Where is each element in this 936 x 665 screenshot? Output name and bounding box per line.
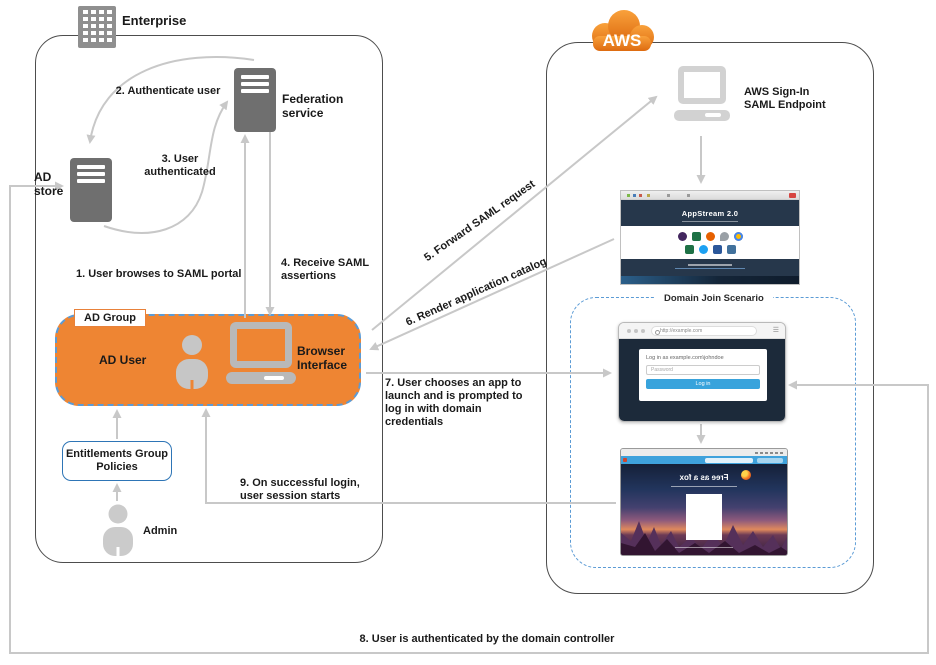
aws-cloud-logo bbox=[584, 6, 660, 58]
aws-title: AWS bbox=[602, 31, 642, 50]
step8-label: 8. User is authenticated by the domain controller bbox=[359, 633, 615, 645]
app-icon bbox=[727, 245, 736, 254]
ad-user-label: AD User bbox=[99, 353, 147, 367]
firefox-logo-icon bbox=[741, 470, 751, 480]
login-page bbox=[619, 339, 785, 422]
entitlements-box: Entitlements Group Policies bbox=[62, 441, 172, 481]
firefox-subline bbox=[671, 486, 737, 487]
arrow-step5 bbox=[372, 97, 656, 330]
footer-line bbox=[675, 547, 733, 548]
app-icon bbox=[699, 245, 708, 254]
step9-label: 9. On successful login, user session starts bbox=[240, 477, 360, 502]
browser-interface-laptop-icon bbox=[222, 322, 300, 390]
app-row-1 bbox=[678, 232, 743, 241]
ad-store-server-icon bbox=[70, 158, 112, 222]
app-icon bbox=[706, 232, 715, 241]
appstream-catalog-window bbox=[620, 190, 800, 285]
step4-label: 4. Receive SAML assertions bbox=[281, 257, 369, 282]
app-icon bbox=[678, 232, 687, 241]
firefox-headline-mirrored: Free as a fox bbox=[679, 473, 729, 482]
close-icon bbox=[623, 458, 627, 462]
app-icon bbox=[720, 232, 729, 241]
firefox-start-page bbox=[621, 464, 787, 555]
ad-group-label: AD Group bbox=[74, 309, 146, 327]
app-icon bbox=[734, 232, 743, 241]
saml-endpoint-laptop-icon bbox=[672, 66, 732, 128]
window-dots-icon bbox=[627, 329, 631, 333]
appstream-subtitle-line bbox=[682, 221, 738, 222]
address-field bbox=[705, 458, 753, 463]
app-icon bbox=[692, 232, 701, 241]
admin-label: Admin bbox=[143, 525, 178, 537]
content-placeholder bbox=[686, 494, 722, 540]
enterprise-title: Enterprise bbox=[122, 13, 187, 28]
app-row-2 bbox=[685, 245, 736, 254]
taskbar-strip bbox=[621, 276, 799, 284]
federation-server-icon bbox=[234, 68, 276, 132]
appstream-banner bbox=[621, 200, 799, 226]
app-catalog-grid bbox=[621, 226, 799, 259]
footer-line bbox=[688, 264, 732, 266]
url-bar: http://example.com bbox=[651, 326, 757, 336]
arrow-step2 bbox=[90, 57, 254, 142]
saml-endpoint-label: AWS Sign-In SAML Endpoint bbox=[744, 86, 826, 111]
session-window bbox=[620, 448, 788, 556]
ad-store-label: AD store bbox=[34, 170, 64, 199]
session-toolbar bbox=[621, 456, 787, 464]
step5-label: 5. Forward SAML request bbox=[422, 178, 538, 264]
step3-label: 3. User authenticated bbox=[144, 153, 216, 178]
arrow-step6 bbox=[371, 239, 614, 349]
window-controls-icon bbox=[780, 452, 783, 454]
app-icon bbox=[685, 245, 694, 254]
footer-line bbox=[675, 268, 745, 269]
step6-label: 6. Render application catalog bbox=[404, 255, 549, 329]
step2-label: 2. Authenticate user bbox=[115, 85, 221, 97]
appstream-title: AppStream 2.0 bbox=[681, 208, 739, 218]
domain-login-window bbox=[618, 322, 786, 422]
browser-toolbar bbox=[621, 191, 799, 200]
step1-label: 1. User browses to SAML portal bbox=[76, 268, 242, 280]
appstream-footer-banner bbox=[621, 259, 799, 276]
toolbar-icons bbox=[627, 194, 630, 197]
menu-icon: ☰ bbox=[772, 327, 779, 334]
enterprise-building-icon bbox=[78, 6, 116, 48]
search-field bbox=[757, 458, 783, 463]
app-icon bbox=[713, 245, 722, 254]
ad-user-icon bbox=[172, 334, 212, 392]
login-card bbox=[639, 349, 767, 401]
domain-join-label: Domain Join Scenario bbox=[655, 292, 773, 305]
federation-service-label: Federation service bbox=[282, 92, 344, 121]
browser-chrome bbox=[619, 323, 785, 339]
browser-interface-label: Browser Interface bbox=[297, 344, 348, 373]
close-icon bbox=[789, 193, 796, 198]
login-heading: Log in as example.com\johndoe bbox=[646, 355, 724, 361]
login-button: Log in bbox=[646, 379, 760, 389]
admin-person-icon bbox=[99, 504, 137, 558]
password-field: Password bbox=[646, 365, 760, 375]
step7-label: 7. User chooses an app to launch and is prompted to log in with domain credentials bbox=[385, 377, 523, 428]
window-titlebar bbox=[621, 449, 787, 456]
